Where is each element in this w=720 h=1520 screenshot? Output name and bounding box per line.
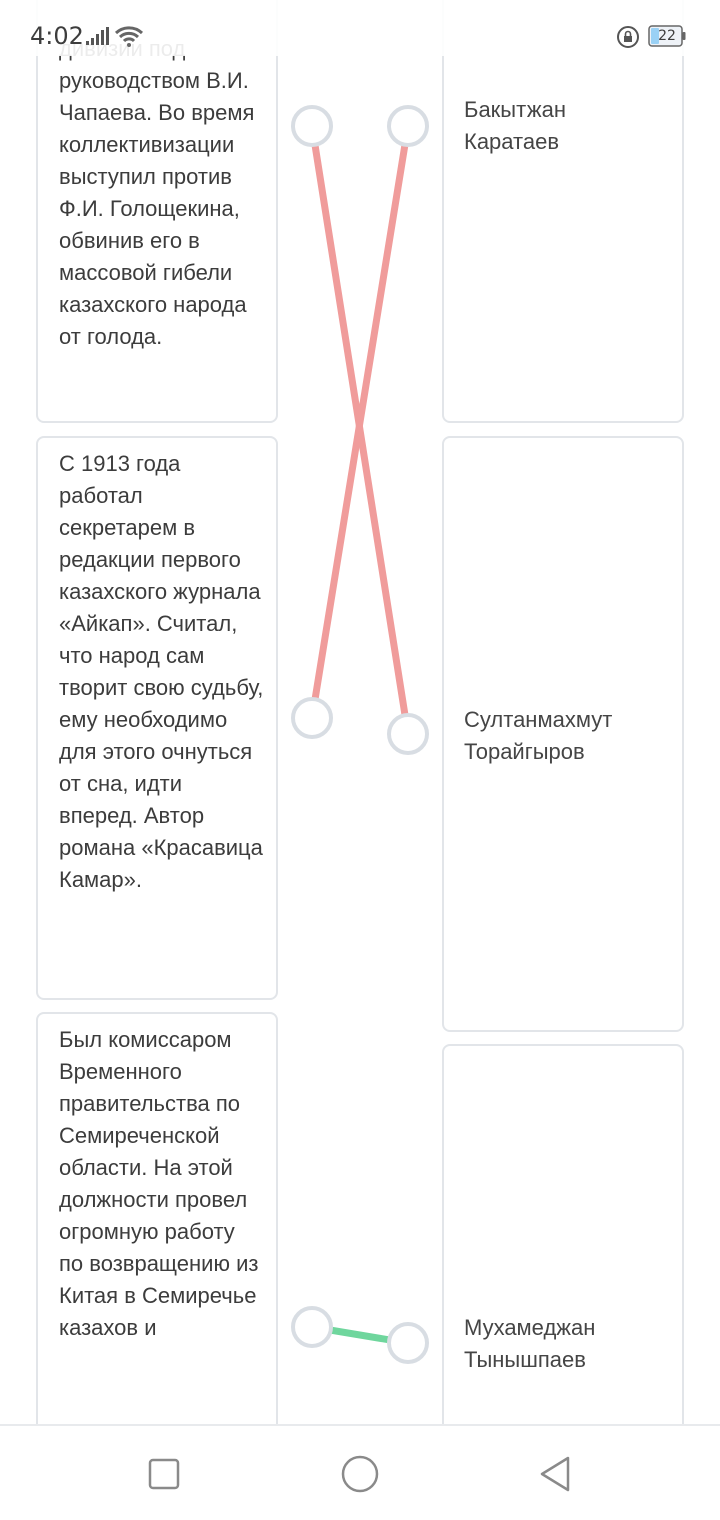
connection-line-incorrect	[312, 126, 408, 718]
left-card-3-text: Был комиссаром Временного правительства по Семиреченской области. На этой должности провел огромную работу по возвращению из Китая в Семиречье казахов и	[59, 1027, 259, 1340]
recent-apps-button[interactable]	[140, 1450, 188, 1498]
right-connector-1[interactable]	[389, 107, 427, 145]
left-connector-3[interactable]	[293, 1308, 331, 1346]
right-card-1-name: Бакытжан Каратаев	[464, 97, 567, 154]
right-card-3[interactable]	[442, 1044, 684, 1424]
home-button[interactable]	[336, 1450, 384, 1498]
left-connector-2[interactable]	[293, 699, 331, 737]
wifi-icon	[114, 24, 144, 48]
right-connector-2[interactable]	[389, 715, 427, 753]
right-card-3-name: Мухамеджан Тынышпаев	[464, 1315, 596, 1372]
right-card-2[interactable]	[442, 436, 684, 1032]
left-connector-1[interactable]	[293, 107, 331, 145]
left-card-2[interactable]	[36, 436, 278, 1000]
left-card-2-text: С 1913 года работал секретарем в редакции первого казахского журнала «Айкап». Считал, что народ сам творит свою судьбу, ему необходимо для этого очнуться от сна, идти вперед. Автор романа «Красавица Камар».	[59, 451, 264, 892]
left-card-1-text: руководством В.И. Чапаева. Во время коллективизации выступил против Ф.И. Голощекина, обвинив его в массовой гибели казахского народа от голода.	[59, 68, 255, 349]
status-time: 4:02	[30, 22, 84, 50]
connection-line-incorrect	[312, 126, 408, 734]
back-button[interactable]	[532, 1450, 580, 1498]
battery-level-text: 22	[658, 28, 676, 44]
right-card-2-name: Султанмахмут Торайгыров	[464, 707, 613, 764]
right-card-1[interactable]	[442, 0, 684, 423]
left-card-3[interactable]	[36, 1012, 278, 1424]
left-card-1[interactable]	[36, 0, 278, 423]
status-bar	[0, 0, 720, 56]
navigation-bar	[0, 1424, 720, 1520]
right-connector-3[interactable]	[389, 1324, 427, 1362]
lock-rotate-icon	[616, 25, 640, 49]
signal-icon	[86, 27, 110, 45]
